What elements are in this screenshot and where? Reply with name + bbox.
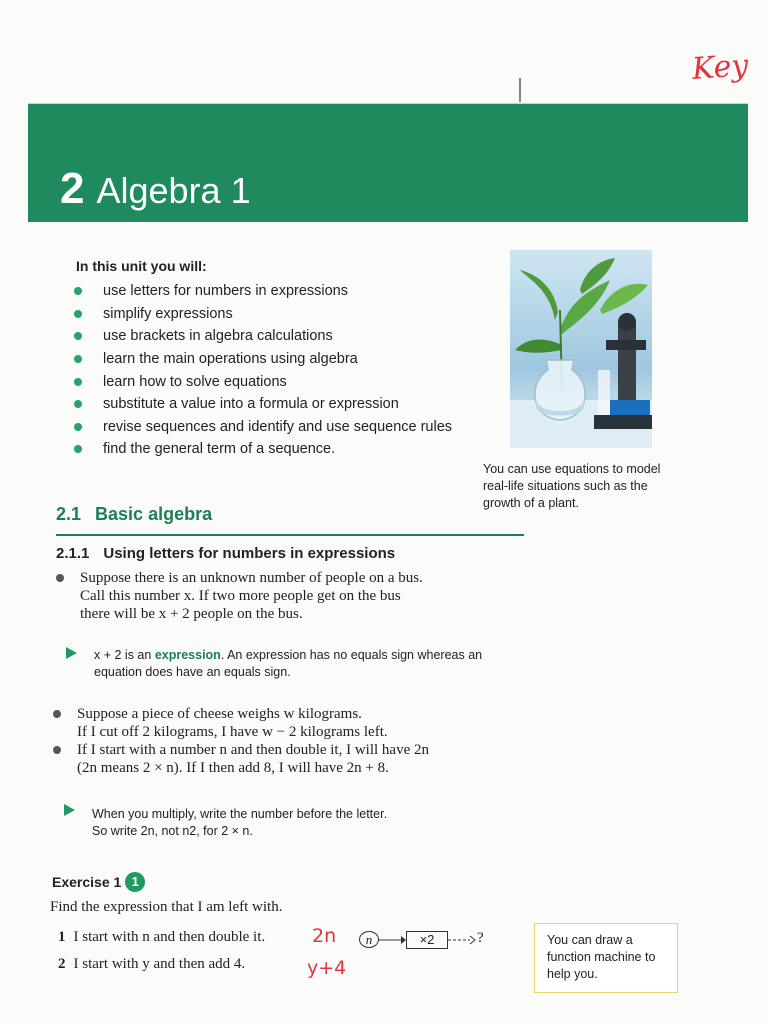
note-arrow-icon bbox=[64, 804, 75, 816]
section-rule bbox=[56, 534, 524, 536]
objective-item: learn how to solve equations bbox=[74, 370, 484, 393]
handwritten-answer-1: 2n bbox=[312, 925, 337, 947]
objective-item: simplify expressions bbox=[74, 303, 484, 326]
section-number: 2.1 bbox=[56, 504, 82, 524]
page-mark bbox=[519, 78, 521, 102]
level-badge: 1 bbox=[125, 872, 145, 892]
subsection-heading bbox=[56, 545, 395, 562]
question-1: 1 I start with n and then double it. bbox=[58, 929, 266, 945]
unit-title bbox=[60, 164, 251, 214]
objective-item: find the general term of a sequence. bbox=[74, 438, 484, 461]
bullet-dot-icon bbox=[74, 310, 82, 318]
exercise-label: Exercise 1 bbox=[52, 874, 122, 890]
subsection-title: Using letters for numbers in expressions bbox=[103, 545, 396, 562]
note-expression: x + 2 is an expression. An expression has no equals sign whereas an equation does have an equals sign. bbox=[94, 648, 483, 679]
bullet-cheese: Suppose a piece of cheese weighs w kilograms. If I cut off 2 kilograms, I have w − 2 kilograms left. bbox=[53, 705, 493, 741]
section-title: Basic algebra bbox=[95, 504, 213, 524]
bullet-dot-icon bbox=[74, 445, 82, 453]
subsection-number: 2.1.1 bbox=[56, 545, 90, 562]
plant-lab-photo bbox=[510, 250, 652, 448]
keyword-expression: expression bbox=[154, 648, 221, 662]
unit-title-text: Algebra 1 bbox=[96, 170, 251, 211]
objective-item: substitute a value into a formula or expression bbox=[74, 393, 484, 416]
bullet-dot-icon bbox=[74, 287, 82, 295]
question-2: 2 I start with y and then add 4. bbox=[58, 956, 246, 972]
arrow-right-icon bbox=[379, 931, 407, 949]
bullet-dot-icon bbox=[53, 710, 61, 718]
objective-item: revise sequences and identify and use sequence rules bbox=[74, 416, 484, 439]
note-multiply: When you multiply, write the number before the letter. So write 2n, not n2, for 2 × n. bbox=[92, 807, 388, 838]
handwritten-answer-2: y+4 bbox=[307, 957, 347, 979]
bullet-dot-icon bbox=[56, 574, 64, 582]
handwritten-key-label: Key bbox=[690, 48, 750, 87]
objective-item: learn the main operations using algebra bbox=[74, 348, 484, 371]
function-machine-output: ? bbox=[477, 930, 484, 946]
function-machine-input: n bbox=[359, 931, 379, 948]
function-machine-box: ×2 bbox=[406, 931, 448, 949]
photo-caption: You can use equations to model real-life situations such as the growth of a plant. bbox=[483, 462, 661, 510]
exercise-heading bbox=[52, 872, 145, 892]
objective-item: use letters for numbers in expressions bbox=[74, 280, 484, 303]
intro-heading: In this unit you will: bbox=[76, 258, 207, 274]
bullet-dot-icon bbox=[74, 332, 82, 340]
tip-box: You can draw a function machine to help you. bbox=[534, 923, 678, 993]
arrow-right-icon bbox=[448, 931, 476, 949]
note-arrow-icon bbox=[66, 647, 77, 659]
section-heading bbox=[56, 504, 212, 525]
objectives-list bbox=[74, 280, 484, 461]
exercise-instruction: Find the expression that I am left with. bbox=[50, 899, 283, 915]
bullet-dot-icon bbox=[74, 378, 82, 386]
bullet-double: If I start with a number n and then double it, I will have 2n (2n means 2 × n). If I then add 8, I will have 2n + 8. bbox=[53, 741, 503, 777]
unit-number: 2 bbox=[60, 164, 85, 213]
bullet-bus: Suppose there is an unknown number of people on a bus. Call this number x. If two more people get on the bus there will be x + 2 people on the bus. bbox=[56, 569, 496, 623]
objective-item: use brackets in algebra calculations bbox=[74, 325, 484, 348]
bullet-dot-icon bbox=[74, 355, 82, 363]
bullet-dot-icon bbox=[74, 400, 82, 408]
bullet-dot-icon bbox=[53, 746, 61, 754]
bullet-dot-icon bbox=[74, 423, 82, 431]
